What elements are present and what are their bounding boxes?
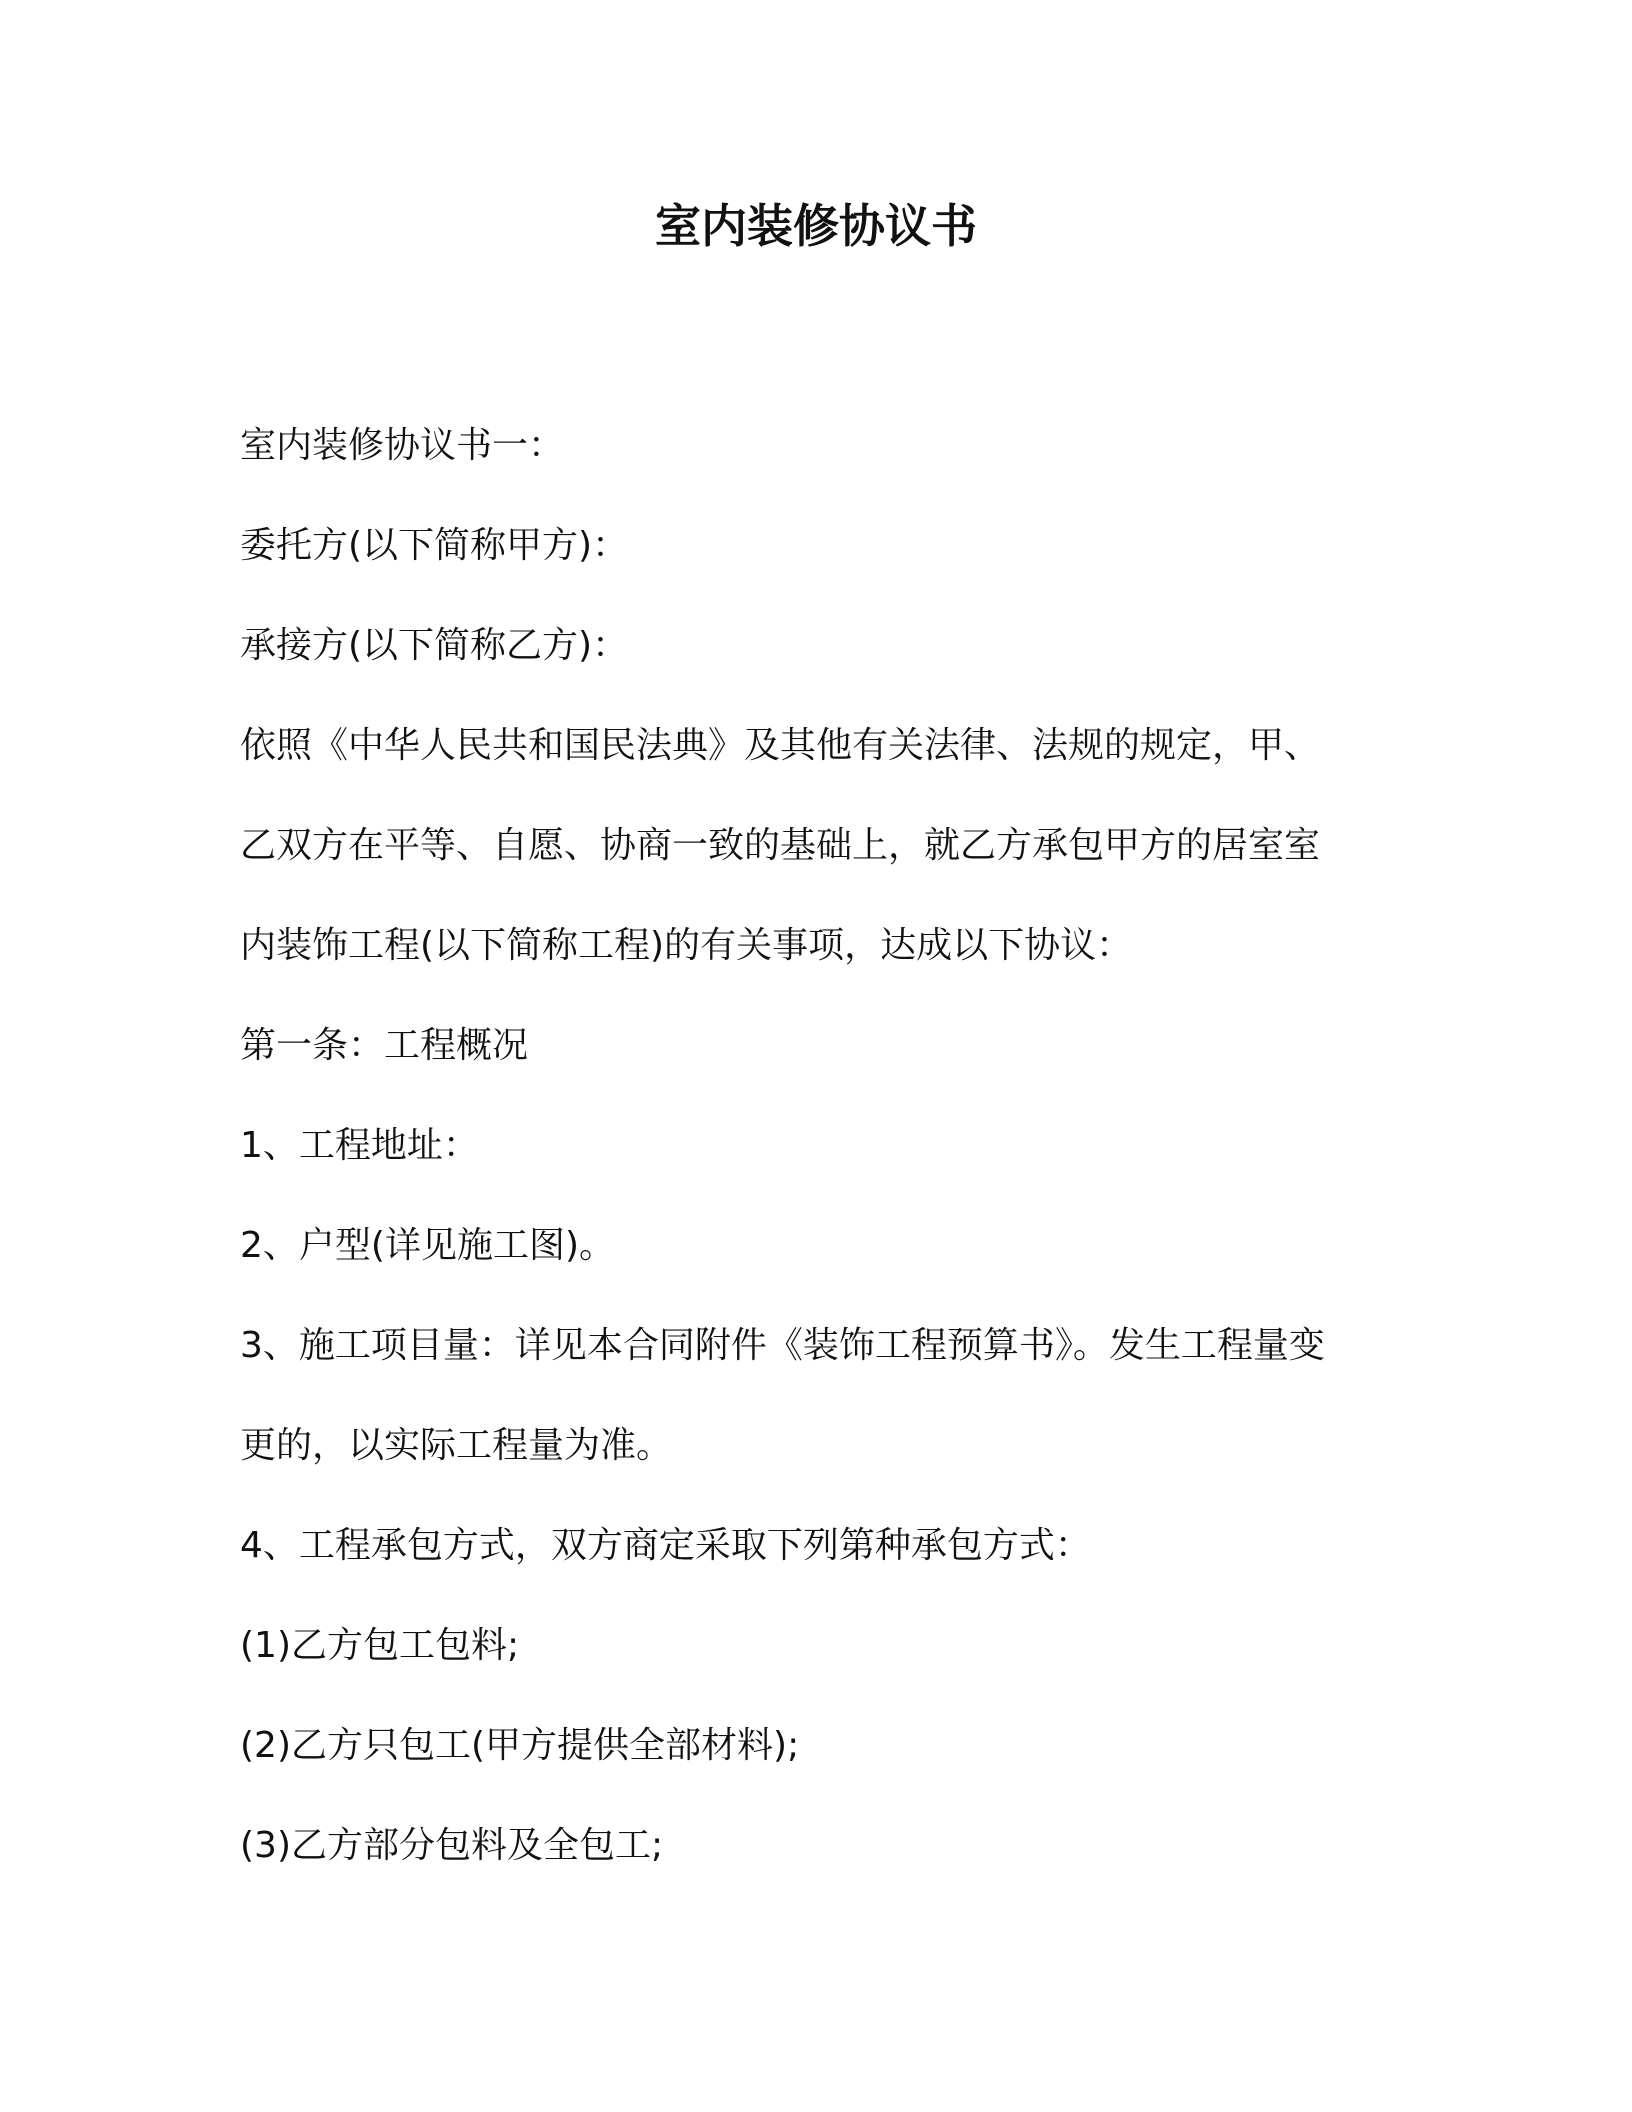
- option-2: (2)乙方只包工(甲方提供全部材料);: [240, 1725, 800, 1766]
- clause-3-line-1: 3、施工项目量：详见本合同附件《装饰工程预算书》。发生工程量变: [240, 1325, 1325, 1366]
- party-b-line: 承接方(以下简称乙方)：: [240, 625, 629, 666]
- option-1: (1)乙方包工包料;: [240, 1625, 520, 1666]
- clause-3-line-2: 更的，以实际工程量为准。: [240, 1425, 673, 1466]
- party-a-line: 委托方(以下简称甲方)：: [240, 525, 629, 566]
- preamble-line-2: 乙双方在平等、自愿、协商一致的基础上，就乙方承包甲方的居室室: [240, 825, 1321, 866]
- section-heading-agreement-one: 室内装修协议书一：: [240, 425, 565, 466]
- clause-1-address: 1、工程地址：: [240, 1125, 479, 1166]
- preamble-line-3: 内装饰工程(以下简称工程)的有关事项，达成以下协议：: [240, 925, 1133, 966]
- document-body: [240, 416, 1420, 1916]
- clause-2-floor-plan: 2、户型(详见施工图)。: [240, 1225, 615, 1266]
- option-3: (3)乙方部分包料及全包工;: [240, 1825, 664, 1866]
- clause-4-contract-method: 4、工程承包方式，双方商定采取下列第种承包方式：: [240, 1525, 1091, 1566]
- document-title: 室内装修协议书: [655, 199, 977, 253]
- article-one-heading: 第一条：工程概况: [240, 1025, 529, 1066]
- preamble-line-1: 依照《中华人民共和国民法典》及其他有关法律、法规的规定，甲、: [240, 725, 1321, 766]
